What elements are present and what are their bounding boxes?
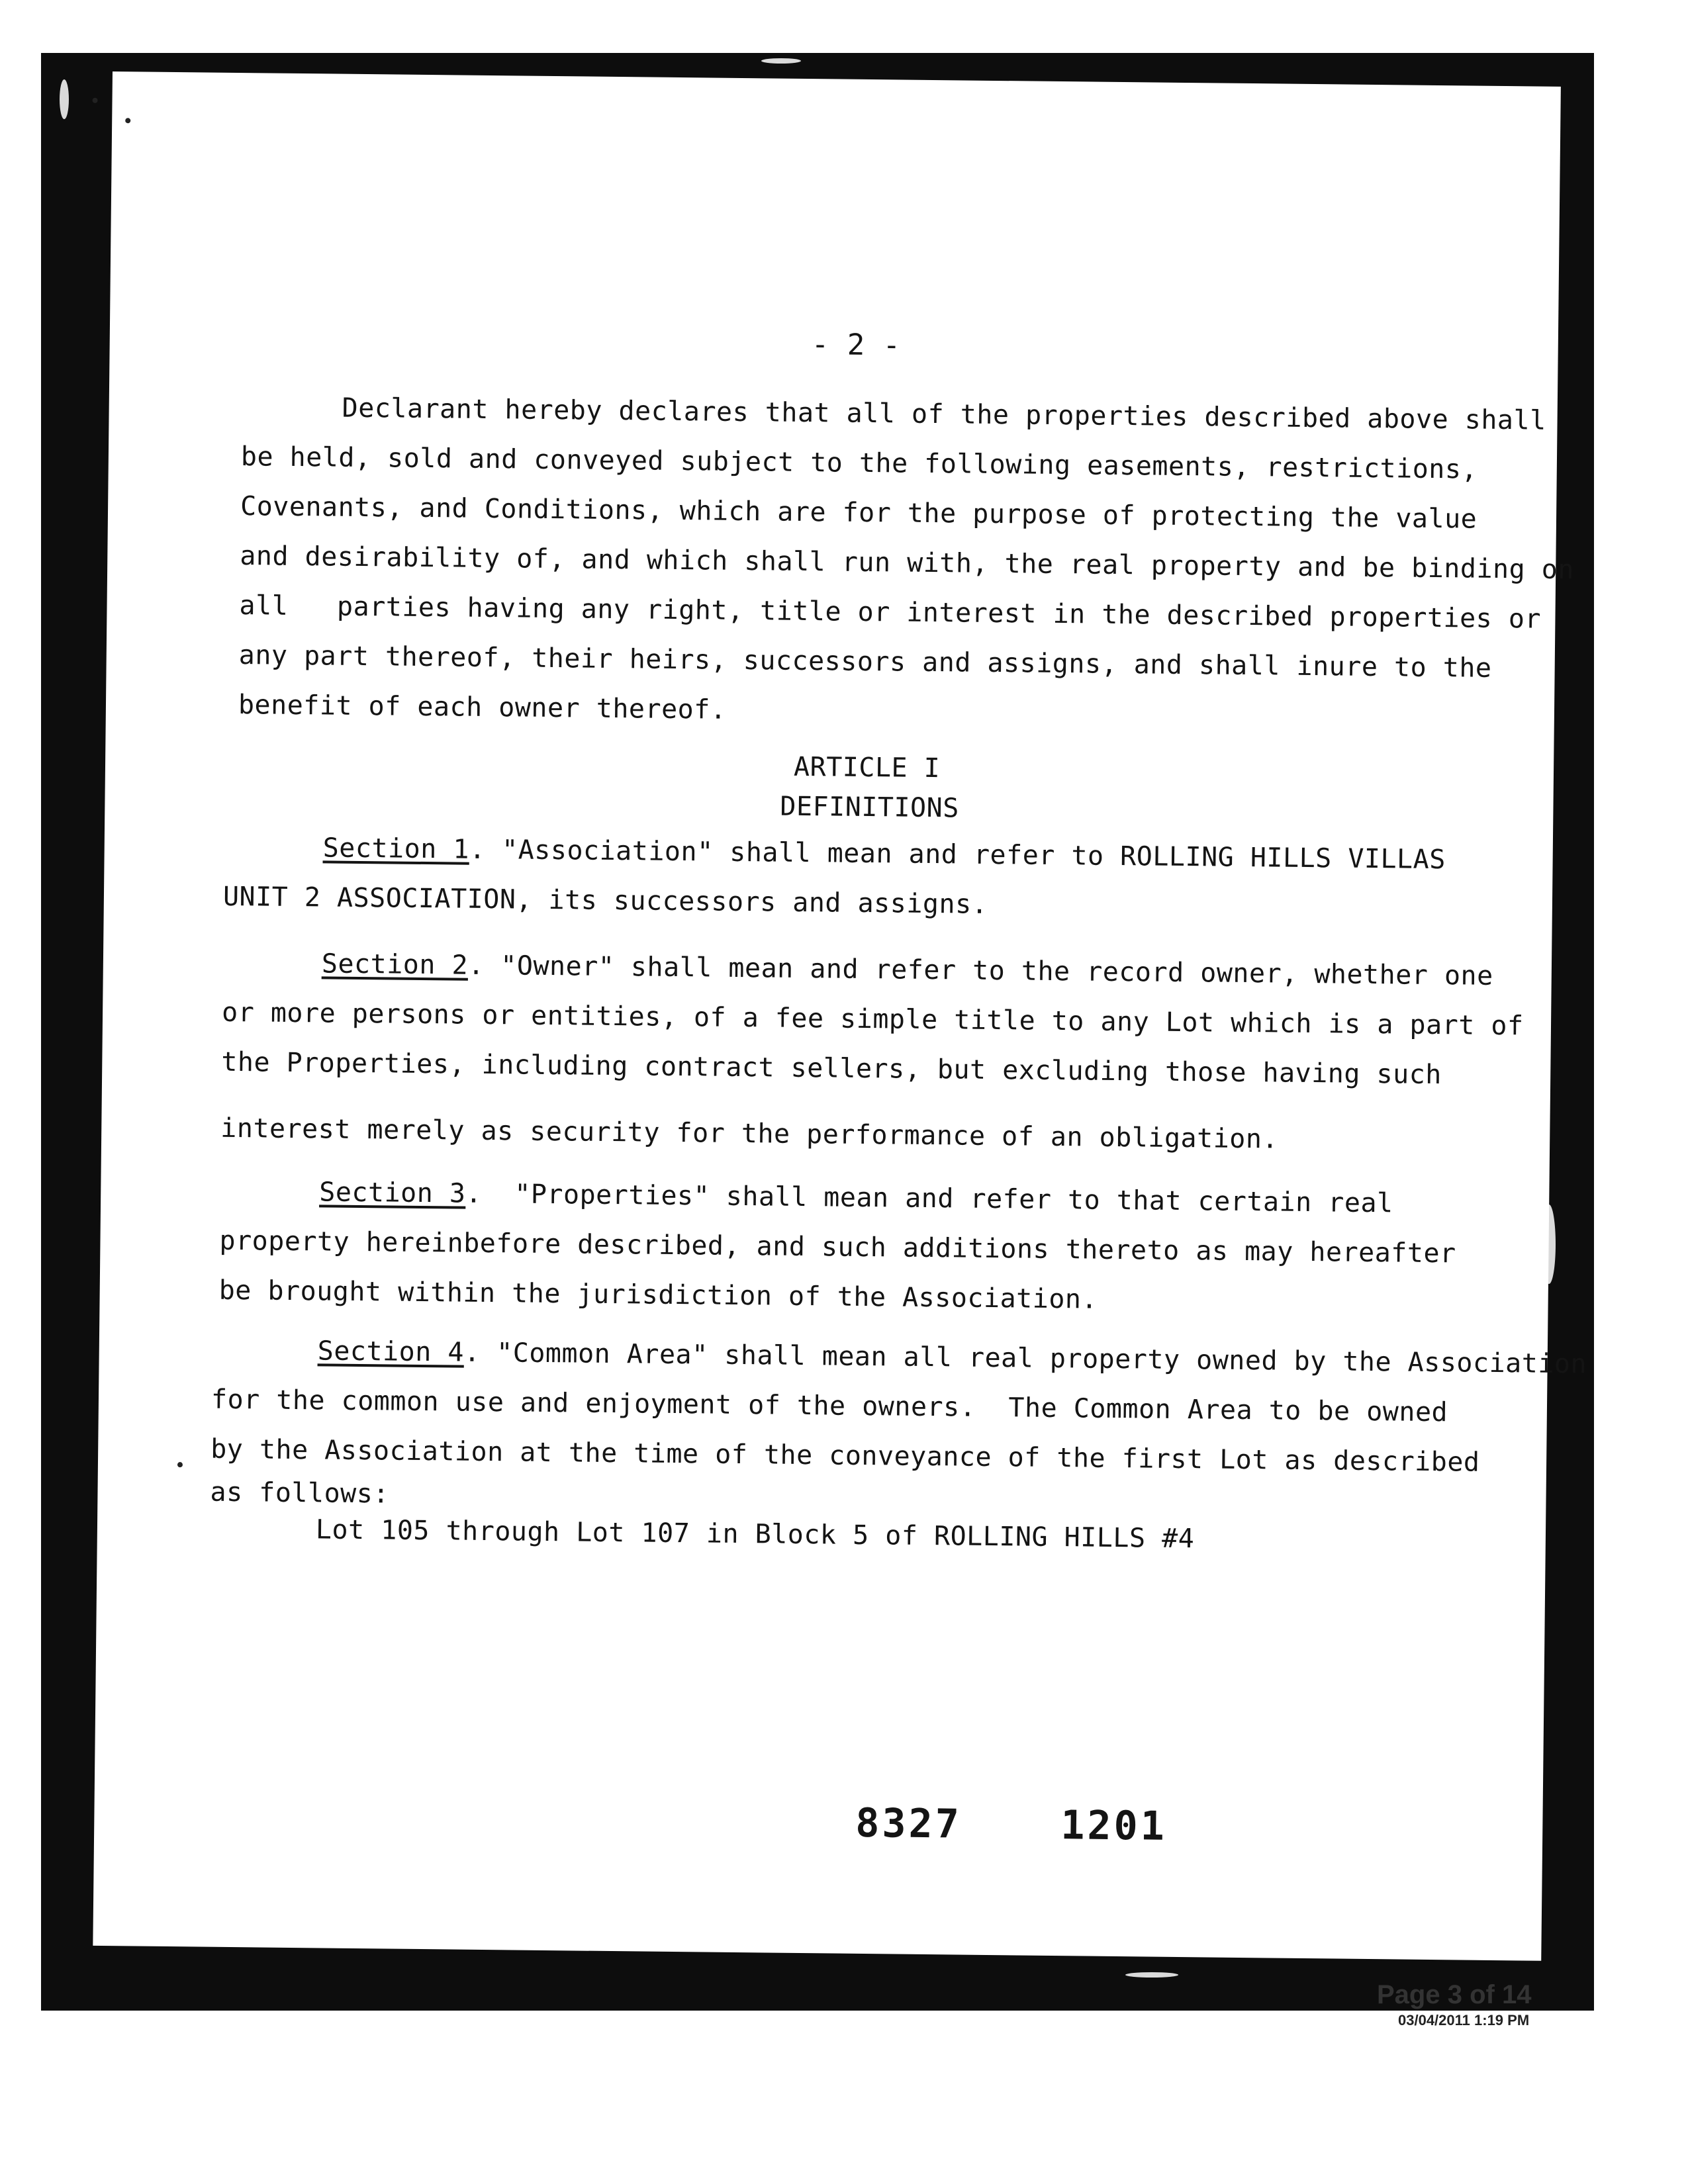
- section-4-line: by the Association at the time of the conveyance of the first Lot as described: [210, 1433, 1480, 1478]
- section-1-label: Section 1: [322, 833, 470, 865]
- section-3-line: property hereinbefore described, and such additions thereto as may hereafter: [219, 1225, 1456, 1269]
- document-sheet: [93, 71, 1587, 1961]
- section-2-line: the Properties, including contract sellers, but excluding those having such: [221, 1046, 1442, 1091]
- intro-line: Declarant hereby declares that all of the properties described above shall: [342, 392, 1546, 436]
- intro-line: benefit of each owner thereof.: [238, 690, 727, 725]
- section-2-text: . "Owner" shall mean and refer to the record owner, whether one: [467, 950, 1493, 991]
- section-1-text: . "Association" shall mean and refer to ROLLING HILLS VILLAS: [469, 834, 1446, 876]
- intro-line: and desirability of, and which shall run with, the real property and be binding on: [240, 541, 1575, 586]
- section-3-text: . "Properties" shall mean and refer to that certain real: [465, 1178, 1393, 1219]
- scan-speck: [92, 98, 97, 103]
- scan-speck: [125, 118, 130, 123]
- section-4-line: for the common use and enjoyment of the owners. The Common Area to be owned: [211, 1384, 1448, 1428]
- section-2-first-line: [322, 950, 1493, 989]
- section-3-first-line: [319, 1177, 1393, 1219]
- intro-line: all parties having any right, title or interest in the described properties or: [239, 590, 1542, 635]
- footer-page-count: Page 3 of 14: [1377, 1980, 1532, 2009]
- scan-noise: [1125, 1972, 1178, 1978]
- section-4-text: . "Common Area" shall mean all real property owned by the Association: [463, 1337, 1587, 1380]
- intro-line: Covenants, and Conditions, which are for the purpose of protecting the value: [240, 491, 1477, 535]
- section-4-first-line: [317, 1336, 1587, 1380]
- page-number-stamp: 1201: [1060, 1802, 1168, 1850]
- section-4-label: Section 4: [317, 1336, 465, 1368]
- section-2-line: or more persons or entities, of a fee simple title to any Lot which is a part of: [221, 997, 1524, 1042]
- scan-speck: [177, 1462, 183, 1467]
- scan-noise: [1542, 1205, 1556, 1284]
- page-marker: - 2 -: [811, 328, 901, 363]
- article-title: ARTICLE I: [793, 751, 941, 784]
- section-4-line: as follows:: [210, 1477, 390, 1510]
- intro-line: be held, sold and conveyed subject to the following easements, restrictions,: [240, 441, 1478, 485]
- section-2-line: interest merely as security for the performance of an obligation.: [220, 1113, 1279, 1155]
- section-1-first-line: [322, 833, 1446, 876]
- footer-timestamp: 03/04/2011 1:19 PM: [1398, 2012, 1530, 2028]
- section-3-label: Section 3: [319, 1177, 466, 1209]
- section-2-label: Section 2: [321, 948, 469, 981]
- scan-noise: [60, 79, 69, 119]
- intro-line: any part thereof, their heirs, successors and assigns, and shall inure to the: [238, 640, 1492, 684]
- scan-noise: [761, 58, 801, 64]
- section-3-line: be brought within the jurisdiction of the Association.: [218, 1275, 1098, 1315]
- article-subtitle: DEFINITIONS: [780, 791, 960, 824]
- book-number-stamp: 8327: [855, 1799, 962, 1848]
- section-1-line: UNIT 2 ASSOCIATION, its successors and assigns.: [222, 881, 988, 920]
- lot-description: Lot 105 through Lot 107 in Block 5 of ROLLING HILLS #4: [315, 1514, 1195, 1555]
